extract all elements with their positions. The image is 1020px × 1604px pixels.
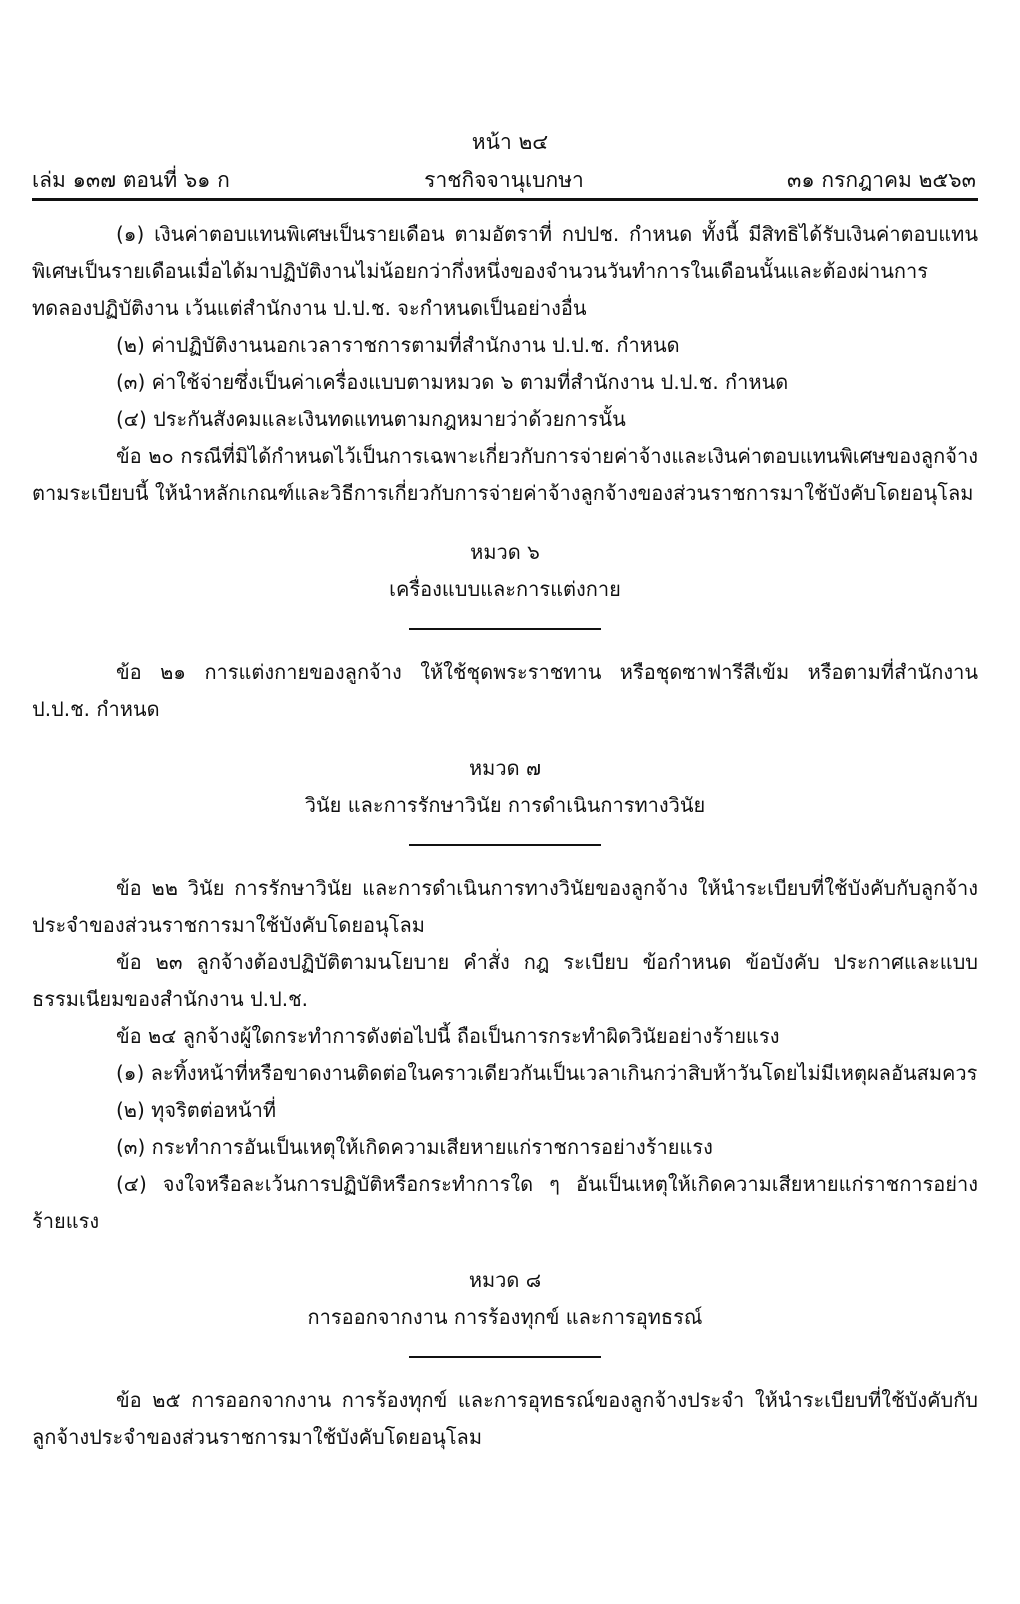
publication-title: ราชกิจจานุเบกษา <box>424 168 584 192</box>
paragraph: ข้อ ๒๔ ลูกจ้างผู้ใดกระทำการดังต่อไปนี้ ถือเป็นการกระทำผิดวินัยอย่างร้ายแรง <box>116 1024 780 1048</box>
publication-date: ๓๑ กรกฎาคม ๒๕๖๓ <box>787 168 976 192</box>
header-divider <box>32 198 978 201</box>
chapter-title: เครื่องแบบและการแต่งกาย <box>389 577 621 601</box>
chapter-title: วินัย และการรักษาวินัย การดำเนินการทางวินัย <box>304 793 706 817</box>
chapter-number: หมวด ๖ <box>470 540 540 564</box>
chapter-divider <box>409 844 601 846</box>
chapter-divider <box>409 1356 601 1358</box>
paragraph: (๓) ค่าใช้จ่ายซึ่งเป็นค่าเครื่องแบบตามหมวด ๖ ตามที่สำนักงาน ป.ป.ช. กำหนด <box>116 370 789 394</box>
paragraph: (๑) ละทิ้งหน้าที่หรือขาดงานติดต่อในคราวเดียวกันเป็นเวลาเกินกว่าสิบห้าวันโดยไม่มีเหตุผลอันสมควร <box>116 1061 978 1085</box>
gazette-header <box>32 164 976 194</box>
page-number: หน้า ๒๔ <box>471 130 549 154</box>
paragraph: (๔) จงใจหรือละเว้นการปฏิบัติหรือกระทำการใด ๆ อันเป็นเหตุให้เกิดความเสียหายแก่ราชการอย่างร้ายแรง <box>32 1172 978 1233</box>
chapter-divider <box>409 628 601 630</box>
paragraph: (๔) ประกันสังคมและเงินทดแทนตามกฎหมายว่าด้วยการนั้น <box>116 407 626 431</box>
chapter-number: หมวด ๘ <box>468 1268 542 1292</box>
paragraph: ข้อ ๒๓ ลูกจ้างต้องปฏิบัติตามนโยบาย คำสั่ง กฎ ระเบียบ ข้อกำหนด ข้อบังคับ ประกาศและแบบธรรมเนียมของสำนักงาน ป.ป.ช. <box>32 950 978 1011</box>
paragraph: ข้อ ๒๑ การแต่งกายของลูกจ้าง ให้ใช้ชุดพระราชทาน หรือชุดซาฟารีสีเข้ม หรือตามที่สำนักงาน ป.ป.ช. กำหนด <box>32 660 978 721</box>
paragraph: (๑) เงินค่าตอบแทนพิเศษเป็นรายเดือน ตามอัตราที่ กปปช. กำหนด ทั้งนี้ มีสิทธิได้รับเงินค่าตอบแทนพิเศษเป็นรายเดือนเมื่อได้มาปฏิบัติงานไม่น้อยกว่ากึ่งหนึ่งของจำนวนวันทำการในเดือนนั้นและต้องผ่านการทดลองปฏิบัติงาน เว้นแต่สำนักงาน ป.ป.ช. จะกำหนดเป็นอย่างอื่น <box>32 222 978 320</box>
paragraph: (๒) ทุจริตต่อหน้าที่ <box>116 1098 277 1122</box>
paragraph: ข้อ ๒๕ การออกจากงาน การร้องทุกข์ และการอุทธรณ์ของลูกจ้างประจำ ให้นำระเบียบที่ใช้บังคับกับลูกจ้างประจำของส่วนราชการมาใช้บังคับโดยอนุโลม <box>32 1388 978 1449</box>
paragraph: (๓) กระทำการอันเป็นเหตุให้เกิดความเสียหายแก่ราชการอย่างร้ายแรง <box>116 1135 713 1159</box>
paragraph: ข้อ ๒๐ กรณีที่มิได้กำหนดไว้เป็นการเฉพาะเกี่ยวกับการจ่ายค่าจ้างและเงินค่าตอบแทนพิเศษของลูกจ้างตามระเบียบนี้ ให้นำหลักเกณฑ์และวิธีการเกี่ยวกับการจ่ายค่าจ้างลูกจ้างของส่วนราชการมาใช้บังคับโดยอนุโลม <box>32 444 978 505</box>
document-body <box>32 216 978 1456</box>
chapter-6 <box>32 534 978 630</box>
paragraph: (๒) ค่าปฏิบัติงานนอกเวลาราชการตามที่สำนักงาน ป.ป.ช. กำหนด <box>116 333 680 357</box>
chapter-7 <box>32 750 978 846</box>
paragraph: ข้อ ๒๒ วินัย การรักษาวินัย และการดำเนินการทางวินัยของลูกจ้าง ให้นำระเบียบที่ใช้บังคับกับลูกจ้างประจำของส่วนราชการมาใช้บังคับโดยอนุโลม <box>32 876 978 937</box>
chapter-title: การออกจากงาน การร้องทุกข์ และการอุทธรณ์ <box>307 1305 703 1329</box>
chapter-8 <box>32 1262 978 1358</box>
chapter-number: หมวด ๗ <box>469 756 541 780</box>
volume-issue: เล่ม ๑๓๗ ตอนที่ ๖๑ ก <box>32 168 230 192</box>
